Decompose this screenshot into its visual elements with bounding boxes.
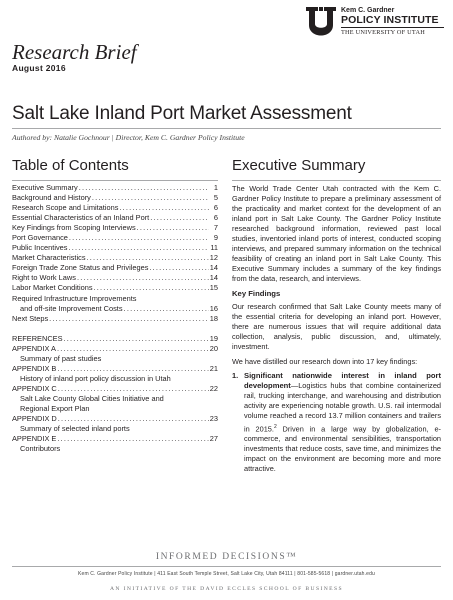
toc-leader-dots <box>57 434 208 444</box>
toc-leader-dots <box>137 223 209 233</box>
toc-entry[interactable] <box>12 344 218 354</box>
footnote-ref: 2 <box>273 423 277 430</box>
toc-entry[interactable] <box>12 354 218 364</box>
toc-entry-label: Essential Characteristics of an Inland Port <box>12 213 150 223</box>
toc-entry-label: APPENDIX E <box>12 434 57 444</box>
toc-entry[interactable] <box>12 414 218 424</box>
author-line: Authored by: Natalie Gochnour | Director, Kem C. Gardner Policy Institute <box>12 133 245 142</box>
toc-entry-label: Background and History <box>12 193 91 203</box>
toc-entry-label: REFERENCES <box>12 333 63 343</box>
finding-item <box>232 371 441 474</box>
finding-bold-lead: Significant nationwide interest in inland port development <box>244 371 441 391</box>
toc-entry-label: Required Infrastructure Improvements <box>12 293 137 303</box>
finding-number: 1. <box>232 371 239 381</box>
toc-entry[interactable] <box>12 294 218 304</box>
toc-entry-label: Research Scope and Limitations <box>12 203 119 213</box>
toc-leader-dots <box>150 213 209 223</box>
toc-entry-page: 7 <box>213 223 218 233</box>
exec-paragraph-intro: The World Trade Center Utah contracted with the Kem C. Gardner Policy Institute to prepare a preliminary assessment of the practicality and market context for the development of an inland port in Salt Lake County. The Gardner Policy Institute researched background information, reviewed past local studies, inventoried inland ports of interest, conducted scoping interviews, and prepared summary information on the technical feasibility of creating an inland port in Salt Lake County. This Executive Summary includes a summary of the key findings from the data, research, and interviews. <box>232 184 441 284</box>
toc-entry-label: Market Characteristics <box>12 253 86 263</box>
toc-main-list <box>12 183 218 324</box>
toc-entry-page: 21 <box>209 363 218 373</box>
toc-entry-page: 9 <box>213 233 218 243</box>
toc-entry-label: Foreign Trade Zone Status and Privileges <box>12 263 149 273</box>
toc-entry-page: 12 <box>209 253 218 263</box>
toc-entry-page: 14 <box>209 263 218 273</box>
toc-entry-label: Next Steps <box>12 313 49 323</box>
toc-leader-dots <box>69 233 209 243</box>
footer-address: Kem C. Gardner Policy Institute | 411 East South Temple Street, Salt Lake City, Utah 84111 | 801-585-5618 | gardner.utah.edu <box>78 571 375 577</box>
toc-entry[interactable] <box>12 243 218 253</box>
toc-entry[interactable] <box>12 394 218 404</box>
toc-leader-dots <box>49 314 209 324</box>
exec-paragraph-distilled: We have distilled our research down into 17 key findings: <box>232 356 418 366</box>
toc-entry-label: Key Findings from Scoping Interviews <box>12 223 136 233</box>
exec-paragraph-findings: Our research confirmed that Salt Lake County meets many of the essential criteria for developing an inland port. However, there are numerous issues that will require additional data collection, analysis, public discussion, and, ultimately, investment. <box>232 302 441 352</box>
toc-entry-label: Port Governance <box>12 233 68 243</box>
toc-leader-dots <box>79 183 209 193</box>
toc-entry[interactable] <box>12 444 218 454</box>
toc-entry-label: Labor Market Conditions <box>12 283 93 293</box>
toc-entry-label: APPENDIX C <box>12 383 57 393</box>
toc-entry-label: Contributors <box>20 444 61 454</box>
toc-entry[interactable] <box>12 253 218 263</box>
toc-entry[interactable] <box>12 434 218 444</box>
university-u-logo-icon <box>305 6 337 40</box>
finding-body-cont: Driven in a large way by globalization, e-commerce, and environmental sensibilities, transportation investments that reduce costs, save time, and minimizes the impact on the environment are becoming more and more attractive. <box>244 423 441 474</box>
title-divider <box>12 128 441 129</box>
toc-appendix-list <box>12 334 218 455</box>
toc-entry-label: Salt Lake County Global Cities Initiative and <box>20 393 164 403</box>
logo-main-text: POLICY INSTITUTE <box>341 14 439 26</box>
toc-entry[interactable] <box>12 193 218 203</box>
toc-entry-label: Public Incentives <box>12 243 68 253</box>
toc-entry-label: APPENDIX D <box>12 414 57 424</box>
toc-leader-dots <box>57 364 208 374</box>
exec-summary-body <box>232 184 441 474</box>
footer-initiative: AN INITIATIVE OF THE DAVID ECCLES SCHOOL OF BUSINESS <box>109 586 344 592</box>
toc-entry[interactable] <box>12 263 218 273</box>
toc-leader-dots <box>58 384 209 394</box>
toc-entry-label: Executive Summary <box>12 183 78 192</box>
toc-entry-page: 19 <box>209 333 218 343</box>
toc-leader-dots <box>68 243 209 253</box>
toc-entry-page: 27 <box>209 434 218 444</box>
toc-entry[interactable] <box>12 183 218 193</box>
toc-entry[interactable] <box>12 334 218 344</box>
key-findings-heading: Key Findings <box>232 288 281 298</box>
toc-leader-dots <box>124 304 209 314</box>
series-title: Research Brief <box>12 40 137 64</box>
toc-entry-page: 20 <box>209 343 218 353</box>
toc-leader-dots <box>92 193 209 203</box>
toc-leader-dots <box>119 203 209 213</box>
toc-leader-dots <box>87 253 209 263</box>
toc-entry-label: Right to Work Laws <box>12 273 76 283</box>
toc-entry[interactable] <box>12 404 218 414</box>
toc-entry[interactable] <box>12 374 218 384</box>
finding-text <box>244 371 441 474</box>
publication-date: August 2016 <box>12 63 66 73</box>
toc-entry-label: and off-site Improvement Costs <box>20 303 123 313</box>
toc-entry[interactable] <box>12 203 218 213</box>
toc-entry[interactable] <box>12 314 218 324</box>
toc-entry-page: 6 <box>213 213 218 223</box>
toc-entry-page: 22 <box>209 383 218 393</box>
toc-entry[interactable] <box>12 424 218 434</box>
logo-top-text: Kem C. Gardner <box>341 7 395 14</box>
toc-entry[interactable] <box>12 273 218 283</box>
toc-entry[interactable] <box>12 384 218 394</box>
logo-university-text: THE UNIVERSITY OF UTAH <box>341 29 425 36</box>
toc-entry[interactable] <box>12 223 218 233</box>
toc-entry-label: Regional Export Plan <box>20 403 90 413</box>
toc-entry[interactable] <box>12 283 218 293</box>
toc-entry-page: 14 <box>209 273 218 283</box>
logo-divider <box>341 27 444 28</box>
toc-entry-label: Summary of past studies <box>20 353 102 363</box>
policy-institute-logo <box>305 6 450 40</box>
toc-divider <box>12 180 218 181</box>
toc-spacer <box>12 324 218 334</box>
toc-leader-dots <box>94 283 209 293</box>
toc-entry-page: 15 <box>209 283 218 293</box>
footer-divider <box>12 566 441 567</box>
toc-entry-label: History of inland port policy discussion in Utah <box>20 373 171 383</box>
toc-entry[interactable] <box>12 233 218 243</box>
toc-entry-label: APPENDIX A <box>12 343 56 353</box>
exec-summary-heading: Executive Summary <box>232 157 366 174</box>
toc-entry-page: 18 <box>209 313 218 323</box>
toc-entry-page: 1 <box>213 183 218 192</box>
toc-entry-page: 5 <box>213 193 218 203</box>
toc-leader-dots <box>77 273 209 283</box>
toc-entry[interactable] <box>12 213 218 223</box>
footer-tagline: INFORMED DECISIONS™ <box>155 552 298 562</box>
toc-leader-dots <box>57 344 209 354</box>
finding-body: —Logistics hubs that combine containerized rail, trucking interchange, and warehousing and distribution activity are experiencing notable growth. U.S. rail intermodal volume reached a record 13.7 million containers and trailers in 2015. <box>244 381 441 433</box>
toc-entry-label: APPENDIX B <box>12 363 57 373</box>
toc-entry-page: 6 <box>213 203 218 213</box>
toc-leader-dots <box>64 334 209 344</box>
exec-divider <box>232 180 441 181</box>
toc-entry-page: 23 <box>209 414 218 424</box>
toc-heading: Table of Contents <box>12 157 129 174</box>
document-title: Salt Lake Inland Port Market Assessment <box>12 103 352 124</box>
toc-entry[interactable] <box>12 304 218 314</box>
toc-entry-page: 11 <box>210 243 218 253</box>
table-of-contents <box>12 183 218 454</box>
toc-leader-dots <box>149 263 208 273</box>
toc-leader-dots <box>58 414 209 424</box>
toc-entry-page: 16 <box>209 303 218 313</box>
toc-entry-label: Summary of selected inland ports <box>20 424 130 434</box>
toc-entry[interactable] <box>12 364 218 374</box>
